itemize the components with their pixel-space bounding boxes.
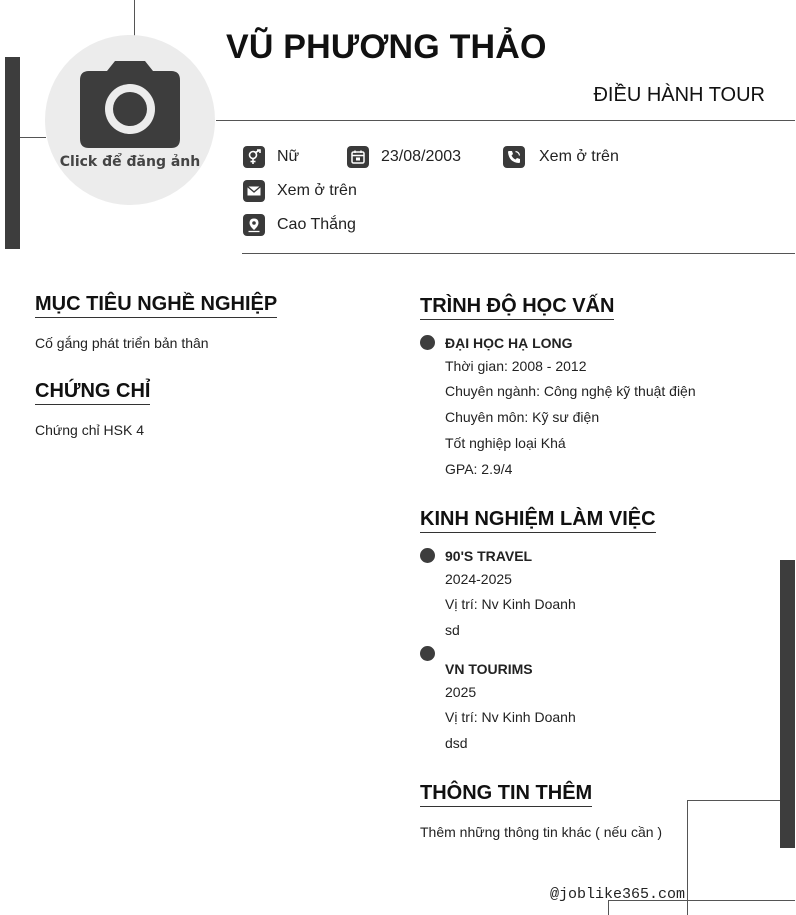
- experience-bullet: [420, 548, 435, 563]
- education-line: Thời gian: 2008 - 2012: [445, 358, 587, 374]
- extra-info-heading: THÔNG TIN THÊM: [420, 781, 592, 807]
- experience-bullet: [420, 646, 435, 661]
- education-heading: TRÌNH ĐỘ HỌC VẤN: [420, 294, 614, 320]
- email-icon: [243, 180, 265, 202]
- education-line: Chuyên ngành: Công nghệ kỹ thuật điện: [445, 383, 696, 399]
- education-line: Chuyên môn: Kỹ sư điện: [445, 409, 600, 425]
- phone-icon: [503, 146, 525, 168]
- birthday-info: [347, 146, 461, 168]
- certificate-text: Chứng chỉ HSK 4: [35, 422, 144, 438]
- education-line: Tốt nghiệp loại Khá: [445, 435, 566, 451]
- experience-position: Vị trí: Nv Kinh Doanh: [445, 596, 576, 612]
- birthday-value: 23/08/2003: [381, 148, 462, 165]
- experience-description: sd: [445, 622, 460, 638]
- corner-frame-left: [687, 800, 688, 915]
- corner-frame-top: [687, 800, 780, 801]
- email-info: [243, 180, 357, 202]
- extra-info-text: Thêm những thông tin khác ( nếu cần ): [420, 824, 663, 840]
- education-line: GPA: 2.9/4: [445, 461, 513, 477]
- objective-text: Cố gắng phát triển bản thân: [35, 335, 209, 351]
- objective-heading: MỤC TIÊU NGHỀ NGHIỆP: [35, 292, 277, 318]
- experience-period: 2025: [445, 684, 477, 700]
- phone-info: [503, 146, 619, 168]
- phone-value: Xem ở trên: [539, 148, 619, 165]
- right-accent-bar: [780, 560, 795, 848]
- certificates-heading: CHỨNG CHỈ: [35, 379, 150, 405]
- address-info: [243, 214, 356, 236]
- top-vertical-line: [134, 0, 135, 36]
- gender-value: Nữ: [277, 148, 300, 165]
- candidate-name: VŨ PHƯƠNG THẢO: [226, 28, 547, 66]
- experience-heading: KINH NGHIỆM LÀM VIỆC: [420, 507, 656, 533]
- experience-description: dsd: [445, 735, 468, 751]
- education-bullet: [420, 335, 435, 350]
- gender-info: [243, 146, 299, 168]
- left-accent-bar: [5, 57, 20, 249]
- experience-position: Vị trí: Nv Kinh Doanh: [445, 709, 576, 725]
- gender-icon: [243, 146, 265, 168]
- school-name: ĐẠI HỌC HẠ LONG: [445, 335, 573, 351]
- email-value: Xem ở trên: [277, 182, 357, 199]
- experience-period: 2024-2025: [445, 571, 512, 587]
- avatar-caption: Click để đăng ảnh: [59, 154, 201, 170]
- avatar-upload[interactable]: [45, 35, 215, 205]
- site-watermark: @joblike365.com: [550, 886, 686, 903]
- left-horizontal-line: [20, 137, 46, 138]
- company-name: 90'S TRAVEL: [445, 548, 533, 564]
- camera-icon: [79, 59, 181, 149]
- location-icon: [243, 214, 265, 236]
- calendar-icon: [347, 146, 369, 168]
- address-value: Cao Thắng: [277, 216, 356, 233]
- header-divider: [216, 120, 795, 121]
- info-divider: [242, 253, 795, 254]
- job-title: ĐIỀU HÀNH TOUR: [593, 84, 765, 106]
- company-name: VN TOURIMS: [445, 661, 533, 677]
